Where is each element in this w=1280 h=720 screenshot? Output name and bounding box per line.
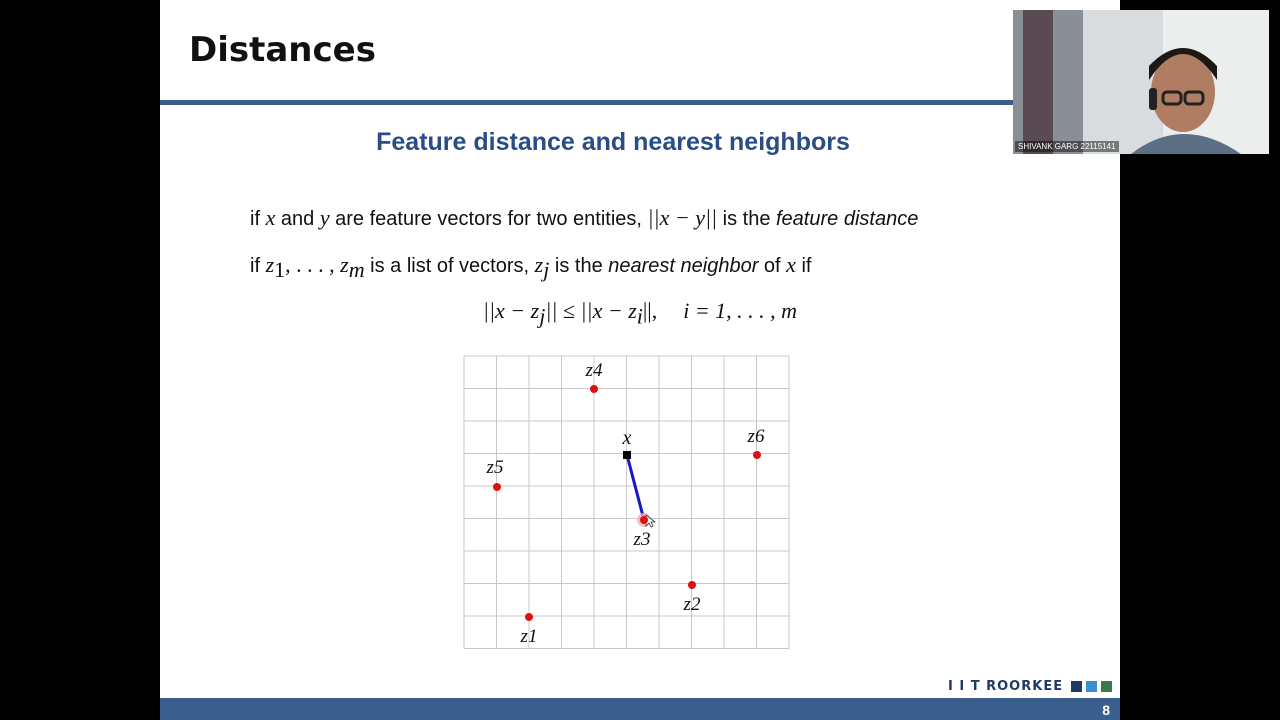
- webcam-image: [1013, 10, 1269, 154]
- participant-name: SHIVANK GARG 22115141: [1015, 141, 1119, 152]
- plot-grid: [464, 356, 789, 649]
- point-z1: [525, 613, 533, 621]
- logo-square-icon: [1071, 681, 1082, 692]
- label-x: x: [622, 427, 632, 449]
- text-line-nearest-neighbor: if $z_1$, . . . , $z_m$ is a list of vectors, $z_j$ is the nearest neighbor of x if: [250, 252, 812, 282]
- label-z3: z3: [633, 529, 651, 550]
- logo-text: I I T ROORKEE: [948, 679, 1064, 694]
- footer-bar: [160, 698, 1120, 720]
- point-z3: [640, 516, 648, 524]
- nearest-neighbor-line: [627, 455, 644, 520]
- iit-roorkee-logo: [948, 679, 1112, 694]
- point-z6: [753, 451, 761, 459]
- logo-square-icon: [1101, 681, 1112, 692]
- point-z2: [688, 581, 696, 589]
- page-number: 8: [1102, 702, 1110, 718]
- slide-title: Distances: [189, 30, 376, 70]
- nearest-neighbor-plot: [460, 352, 792, 652]
- text-line-feature-distance: if x and y are feature vectors for two entities, ||x − y|| is the feature distance: [250, 205, 919, 230]
- label-z1: z1: [520, 626, 538, 647]
- webcam-feed[interactable]: [1013, 10, 1269, 154]
- point-z4: [590, 385, 598, 393]
- label-z2: z2: [683, 594, 701, 615]
- title-divider: [160, 100, 1120, 105]
- slide-subtitle: Feature distance and nearest neighbors: [376, 128, 850, 156]
- slide: [160, 0, 1120, 720]
- point-x: [623, 451, 631, 459]
- point-z5: [493, 483, 501, 491]
- label-z6: z6: [747, 426, 765, 447]
- logo-square-icon: [1086, 681, 1097, 692]
- label-z4: z4: [585, 360, 603, 381]
- label-z5: z5: [486, 457, 504, 478]
- nearest-neighbor-equation: $||x - z_j|| \le ||x - z_i||$, i = 1, . . . , m: [482, 298, 798, 329]
